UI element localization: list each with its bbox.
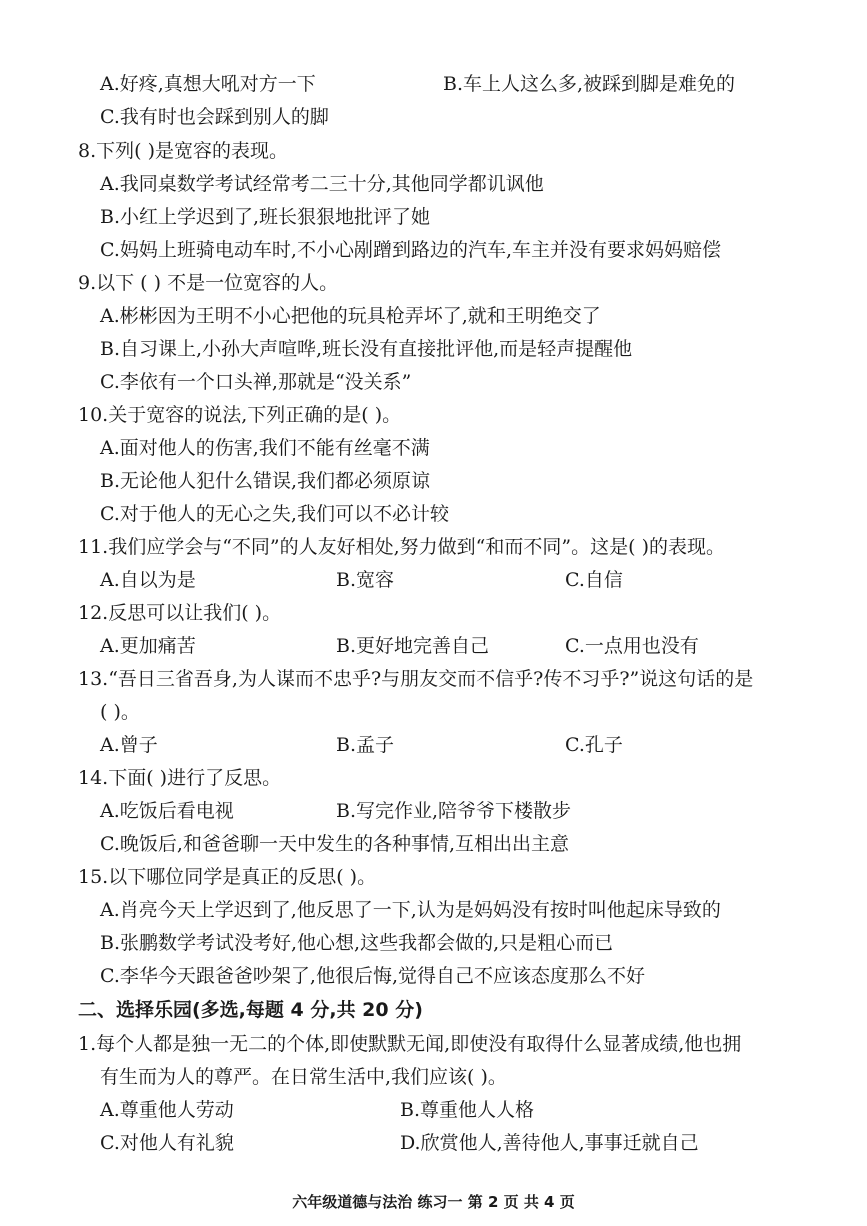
multi-question-1: 1.每个人都是独一无二的个体,即使默默无闻,即使没有取得什么显著成绩,他也拥 (78, 1033, 742, 1055)
question-10: 10.关于宽容的说法,下列正确的是( )。 (78, 404, 402, 426)
question-12-option-b: B.更好地完善自己 (336, 635, 490, 657)
option-a: A.好疼,真想大吼对方一下 (100, 73, 316, 95)
multi-question-1-option-d: D.欣赏他人,善待他人,事事迁就自己 (400, 1132, 699, 1154)
question-11-option-a: A.自以为是 (100, 569, 196, 591)
question-9: 9.以下 ( ) 不是一位宽容的人。 (78, 272, 339, 294)
question-14-option-a: A.吃饭后看电视 (100, 800, 234, 822)
question-9-option-c: C.李依有一个口头禅,那就是“没关系” (100, 371, 412, 393)
question-10-option-a: A.面对他人的伤害,我们不能有丝毫不满 (100, 437, 430, 459)
question-11: 11.我们应学会与“不同”的人友好相处,努力做到“和而不同”。这是( )的表现。 (78, 536, 725, 558)
question-11-option-b: B.宽容 (336, 569, 395, 591)
multi-question-1-option-c: C.对他人有礼貌 (100, 1132, 234, 1154)
multi-question-1-option-a: A.尊重他人劳动 (100, 1099, 234, 1121)
option-b: B.车上人这么多,被踩到脚是难免的 (443, 73, 736, 95)
multi-question-1-option-b: B.尊重他人人格 (400, 1099, 535, 1121)
question-10-option-b: B.无论他人犯什么错误,我们都必须原谅 (100, 470, 431, 492)
question-14-option-c: C.晚饭后,和爸爸聊一天中发生的各种事情,互相出出主意 (100, 833, 569, 855)
question-8-option-b: B.小红上学迟到了,班长狠狠地批评了她 (100, 206, 431, 228)
question-10-option-c: C.对于他人的无心之失,我们可以不必计较 (100, 503, 449, 525)
question-13-option-c: C.孔子 (565, 734, 623, 756)
question-15: 15.以下哪位同学是真正的反思( )。 (78, 866, 377, 888)
question-13-answer-blank: ( )。 (100, 701, 140, 723)
question-13: 13.“吾日三省吾身,为人谋而不忠乎?与朋友交而不信乎?传不习乎?”说这句话的是 (78, 668, 754, 690)
question-14-option-b: B.写完作业,陪爷爷下楼散步 (336, 800, 572, 822)
question-9-option-a: A.彬彬因为王明不小心把他的玩具枪弄坏了,就和王明绝交了 (100, 305, 601, 327)
question-9-option-b: B.自习课上,小孙大声喧哗,班长没有直接批评他,而是轻声提醒他 (100, 338, 633, 360)
question-12-option-c: C.一点用也没有 (565, 635, 699, 657)
page-footer: 六年级道德与法治 练习一 第 2 页 共 4 页 (292, 1193, 575, 1211)
question-13-option-a: A.曾子 (100, 734, 158, 756)
multi-question-1-continuation: 有生而为人的尊严。在日常生活中,我们应该( )。 (100, 1066, 507, 1088)
section-heading: 二、选择乐园(多选,每题 4 分,共 20 分) (78, 999, 423, 1021)
question-15-option-b: B.张鹏数学考试没考好,他心想,这些我都会做的,只是粗心而已 (100, 932, 614, 954)
question-12-option-a: A.更加痛苦 (100, 635, 196, 657)
question-11-option-c: C.自信 (565, 569, 623, 591)
question-14: 14.下面( )进行了反思。 (78, 767, 282, 789)
question-12: 12.反思可以让我们( )。 (78, 602, 282, 624)
question-13-option-b: B.孟子 (336, 734, 395, 756)
question-8-option-c: C.妈妈上班骑电动车时,不小心剐蹭到路边的汽车,车主并没有要求妈妈赔偿 (100, 239, 721, 261)
question-8-option-a: A.我同桌数学考试经常考二三十分,其他同学都讥讽他 (100, 173, 544, 195)
question-15-option-a: A.肖亮今天上学迟到了,他反思了一下,认为是妈妈没有按时叫他起床导致的 (100, 899, 721, 921)
question-15-option-c: C.李华今天跟爸爸吵架了,他很后悔,觉得自己不应该态度那么不好 (100, 965, 645, 987)
option-c: C.我有时也会踩到别人的脚 (100, 106, 329, 128)
question-8: 8.下列( )是宽容的表现。 (78, 140, 288, 162)
